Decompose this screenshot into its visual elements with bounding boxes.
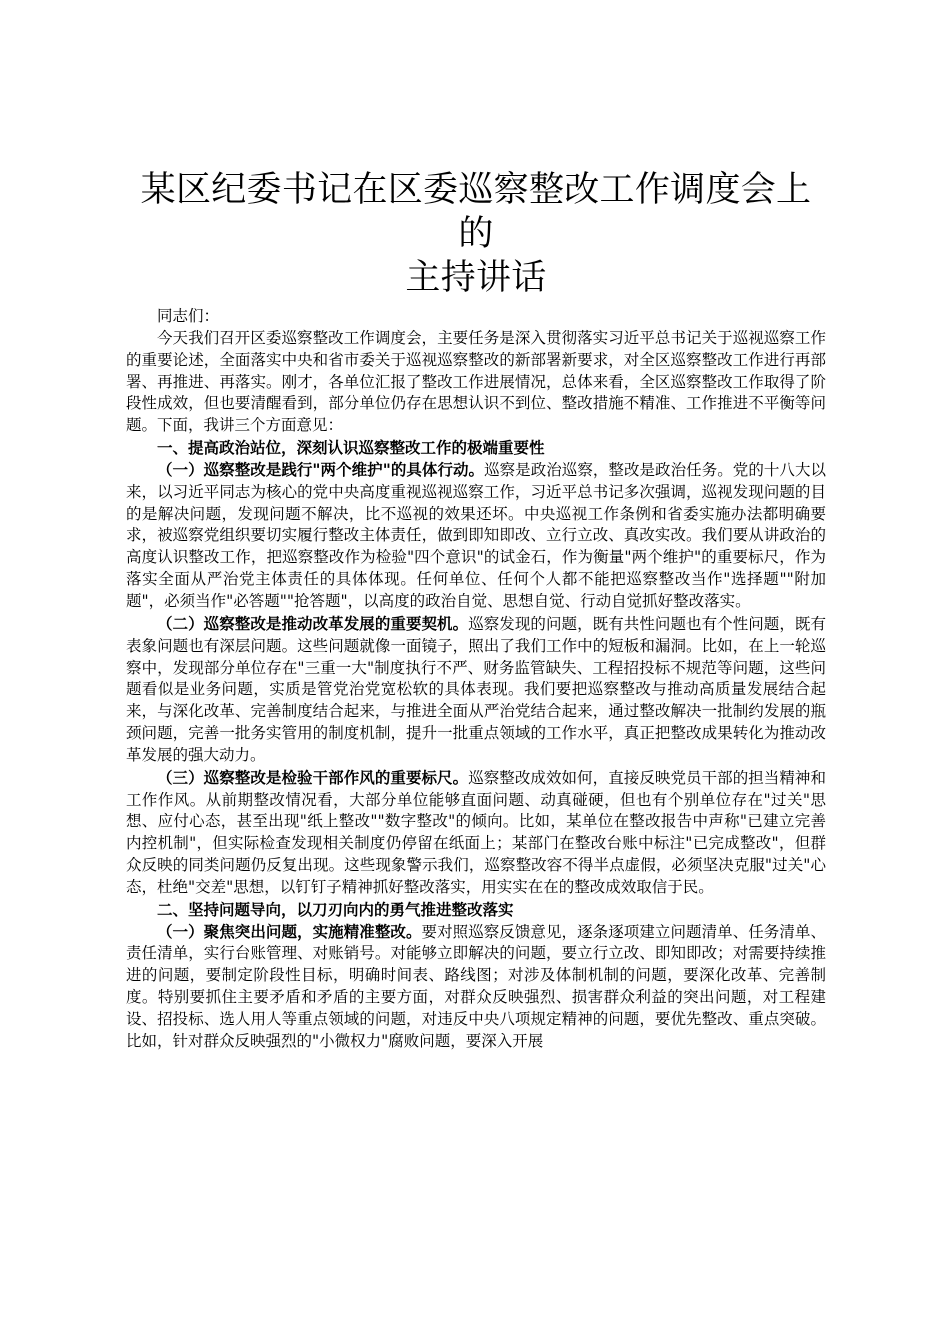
item-lead: （一）巡察整改是践行"两个维护"的具体行动。 xyxy=(157,459,485,479)
item-lead: （三）巡察整改是检验干部作风的重要标尺。 xyxy=(157,767,469,787)
section-1-heading: 一、提高政治站位，深刻认识巡察整改工作的极端重要性 xyxy=(157,438,545,458)
document-page xyxy=(126,168,826,1053)
section-1-item-1 xyxy=(126,459,826,613)
document-title xyxy=(126,168,826,300)
section-2-item-1 xyxy=(126,921,826,1053)
title-line-2: 主持讲话 xyxy=(405,258,547,298)
intro-paragraph: 今天我们召开区委巡察整改工作调度会，主要任务是深入贯彻落实习近平总书记关于巡视巡察工作的重要论述，全面落实中央和省市委关于巡视巡察整改的新部署新要求，对全区巡察整改工作进行再部署、再推进、再落实。刚才，各单位汇报了整改工作进展情况，总体来看，全区巡察整改工作取得了阶段性成效，但也要清醒看到，部分单位仍存在思想认识不到位、整改措施不精准、工作推进不平衡等问题。下面，我讲三个方面意见： xyxy=(126,328,826,435)
item-lead: （二）巡察整改是推动改革发展的重要契机。 xyxy=(157,613,469,633)
item-lead: （一）聚焦突出问题，实施精准整改。 xyxy=(157,921,422,941)
item-text: 巡察整改成效如何，直接反映党员干部的担当精神和工作作风。从前期整改情况看，大部分单位能够直面问题、动真碰硬，但也有个别单位存在"过关"思想、应付心态，甚至出现"纸上整改""数字整改"的倾向。比如，某单位在整改报告中声称"已建立完善内控机制"，但实际检查发现相关制度仍停留在纸面上；某部门在整改台账中标注"已完成整改"，但群众反映的同类问题仍反复出现。这些现象警示我们，巡察整改容不得半点虚假，必须坚决克服"过关"心态，杜绝"交差"思想，以钉钉子精神抓好整改落实，用实实在在的整改成效取信于民。 xyxy=(126,768,826,896)
section-1-item-2 xyxy=(126,613,826,767)
item-text: 要对照巡察反馈意见，逐条逐项建立问题清单、任务清单、责任清单，实行台账管理、对账销号。对能够立即解决的问题，要立行立改、即知即改；对需要持续推进的问题，要制定阶段性目标，明确时间表、路线图；对涉及体制机制的问题，要深化改革、完善制度。特别要抓住主要矛盾和矛盾的主要方面，对群众反映强烈、损害群众利益的突出问题，对工程建设、招投标、选人用人等重点领域的问题，对违反中央八项规定精神的问题，要优先整改、重点突破。比如，针对群众反映强烈的"小微权力"腐败问题，要深入开展 xyxy=(126,922,826,1050)
item-text: 巡察发现的问题，既有共性问题也有个性问题，既有表象问题也有深层问题。这些问题就像一面镜子，照出了我们工作中的短板和漏洞。比如，在上一轮巡察中，发现部分单位存在"三重一大"制度执行不严、财务监管缺失、工程招投标不规范等问题，这些问题看似是业务问题，实质是管党治党宽松软的具体表现。我们要把巡察整改与推动高质量发展结合起来，与深化改革、完善制度结合起来，与推进全面从严治党结合起来，通过整改解决一批制约发展的瓶颈问题，完善一批务实管用的制度机制，提升一批重点领域的工作水平，真正把整改成果转化为推动改革发展的强大动力。 xyxy=(126,614,826,764)
item-text: 巡察是政治巡察，整改是政治任务。党的十八大以来，以习近平同志为核心的党中央高度重视巡视巡察工作，习近平总书记多次强调，巡视发现问题的目的是解决问题，发现问题不解决，比不巡视的效果还坏。中央巡视工作条例和省委实施办法都明确要求，被巡察党组织要切实履行整改主体责任，做到即知即改、立行立改、真改实改。我们要从讲政治的高度认识整改工作，把巡察整改作为检验"四个意识"的试金石，作为衡量"两个维护"的重要标尺，作为落实全面从严治党主体责任的具体体现。任何单位、任何个人都不能把巡察整改当作"选择题""附加题"，必须当作"必答题""抢答题"，以高度的政治自觉、思想自觉、行动自觉抓好整改落实。 xyxy=(126,460,826,610)
document-body xyxy=(126,306,826,1053)
title-line-1: 某区纪委书记在区委巡察整改工作调度会上的 xyxy=(140,170,812,254)
section-2-heading: 二、坚持问题导向，以刀刃向内的勇气推进整改落实 xyxy=(157,899,514,919)
section-1-item-3 xyxy=(126,767,826,899)
salutation: 同志们： xyxy=(157,307,220,325)
